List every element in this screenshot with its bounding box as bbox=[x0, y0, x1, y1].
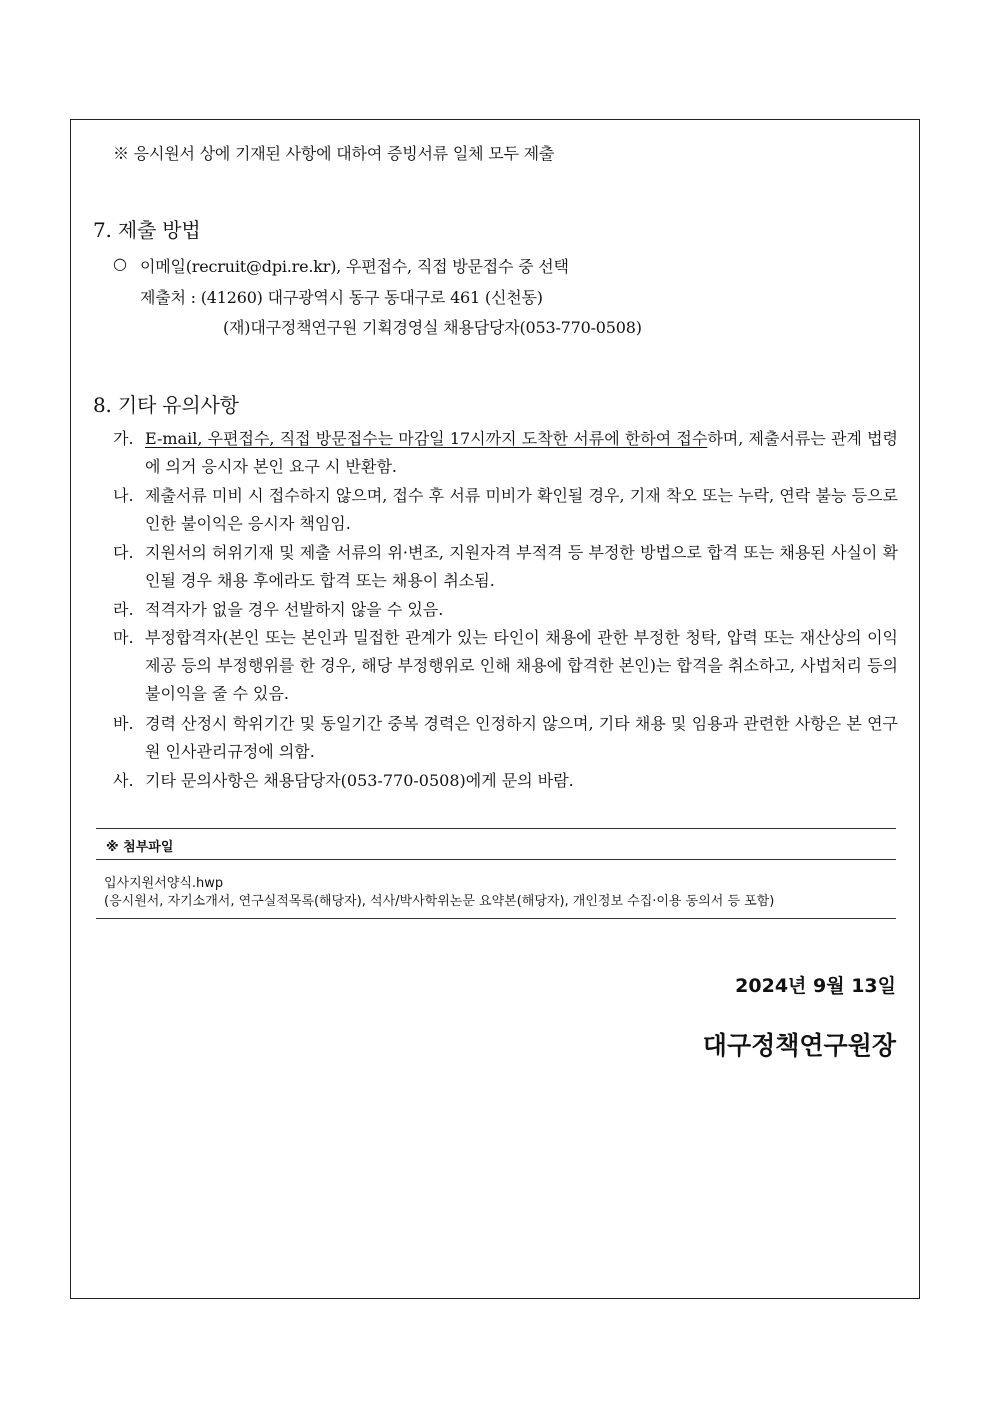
notice-marker: 라. bbox=[113, 600, 134, 619]
section-7-title: 7. 제출 방법 bbox=[93, 218, 201, 242]
document-date: 2024년 9월 13일 bbox=[735, 975, 896, 997]
notice-marker: 사. bbox=[113, 771, 134, 790]
notice-item bbox=[113, 596, 898, 624]
notice-item bbox=[113, 539, 898, 595]
section-7-bullet-text: 이메일(recruit@dpi.re.kr), 우편접수, 직접 방문접수 중 선택 bbox=[140, 257, 569, 276]
notice-text: 경력 산정시 학위기간 및 동일기간 중복 경력은 인정하지 않으며, 기타 채용 및 임용과 관련한 사항은 본 연구원 인사관리규정에 의함. bbox=[145, 714, 898, 761]
notice-item bbox=[113, 710, 898, 766]
submission-contact: (재)대구정책연구원 기획경영실 채용담당자(053-770-0508) bbox=[223, 318, 642, 337]
issuer-signature: 대구정책연구원장 bbox=[702, 1031, 896, 1060]
notice-item bbox=[113, 624, 898, 708]
notice-item bbox=[113, 482, 898, 538]
notice-text: 지원서의 허위기재 및 제출 서류의 위·변조, 지원자격 부적격 등 부정한 방법으로 합격 또는 채용된 사실이 확인될 경우 채용 후에라도 합격 또는 채용이 취소됨. bbox=[145, 543, 898, 590]
notice-text: 적격자가 없을 경우 선발하지 않을 수 있음. bbox=[145, 600, 444, 619]
notice-marker: 마. bbox=[113, 628, 134, 647]
notice-text: 부정합격자(본인 또는 본인과 밀접한 관계가 있는 타인이 채용에 관한 부정한 청탁, 압력 또는 재산상의 이익 제공 등의 부정행위를 한 경우, 해당 부정행위로 인해 채용에 합격한 본인)는 합격을 취소하고, 사법처리 등의 불이익을 줄 수 있음. bbox=[145, 628, 898, 703]
attachment-header: ※ 첨부파일 bbox=[106, 840, 174, 855]
notice-text: 제출서류 미비 시 접수하지 않으며, 접수 후 서류 미비가 확인될 경우, 기재 착오 또는 누락, 연락 불능 등으로 인한 불이익은 응시자 책임임. bbox=[145, 486, 898, 533]
notice-emphasis: E-mail, 우편접수, 직접 방문접수는 마감일 17시까지 도착한 서류에 한하여 접수 bbox=[145, 429, 708, 448]
section-7-bullet-mark: ○ bbox=[113, 254, 127, 273]
submission-address: 제출처 : (41260) 대구광역시 동구 동대구로 461 (신천동) bbox=[140, 288, 543, 307]
attachment-header-box bbox=[96, 828, 896, 860]
section-8-title: 8. 기타 유의사항 bbox=[93, 393, 239, 417]
notice-marker: 다. bbox=[113, 543, 134, 562]
attachment-filename[interactable]: 입사지원서양식.hwp bbox=[104, 876, 224, 891]
attachment-contents: (응시원서, 자기소개서, 연구실적목록(해당자), 석사/박사학위논문 요약본(해당자), 개인정보 수집·이용 동의서 등 포함) bbox=[104, 894, 775, 909]
notice-marker: 나. bbox=[113, 486, 134, 505]
notice-marker: 바. bbox=[113, 714, 134, 733]
notice-marker: 가. bbox=[113, 429, 134, 448]
notice-item bbox=[113, 425, 898, 481]
notice-item bbox=[113, 767, 898, 795]
notice-text: 하며, 제출서류는 관계 법령에 의거 응시자 본인 요구 시 반환함. bbox=[145, 429, 898, 476]
attachment-bottom-rule bbox=[96, 918, 896, 919]
notice-text: 기타 문의사항은 채용담당자(053-770-0508)에게 문의 바람. bbox=[145, 771, 574, 790]
evidence-note: ※ 응시원서 상에 기재된 사항에 대하여 증빙서류 일체 모두 제출 bbox=[113, 144, 555, 163]
